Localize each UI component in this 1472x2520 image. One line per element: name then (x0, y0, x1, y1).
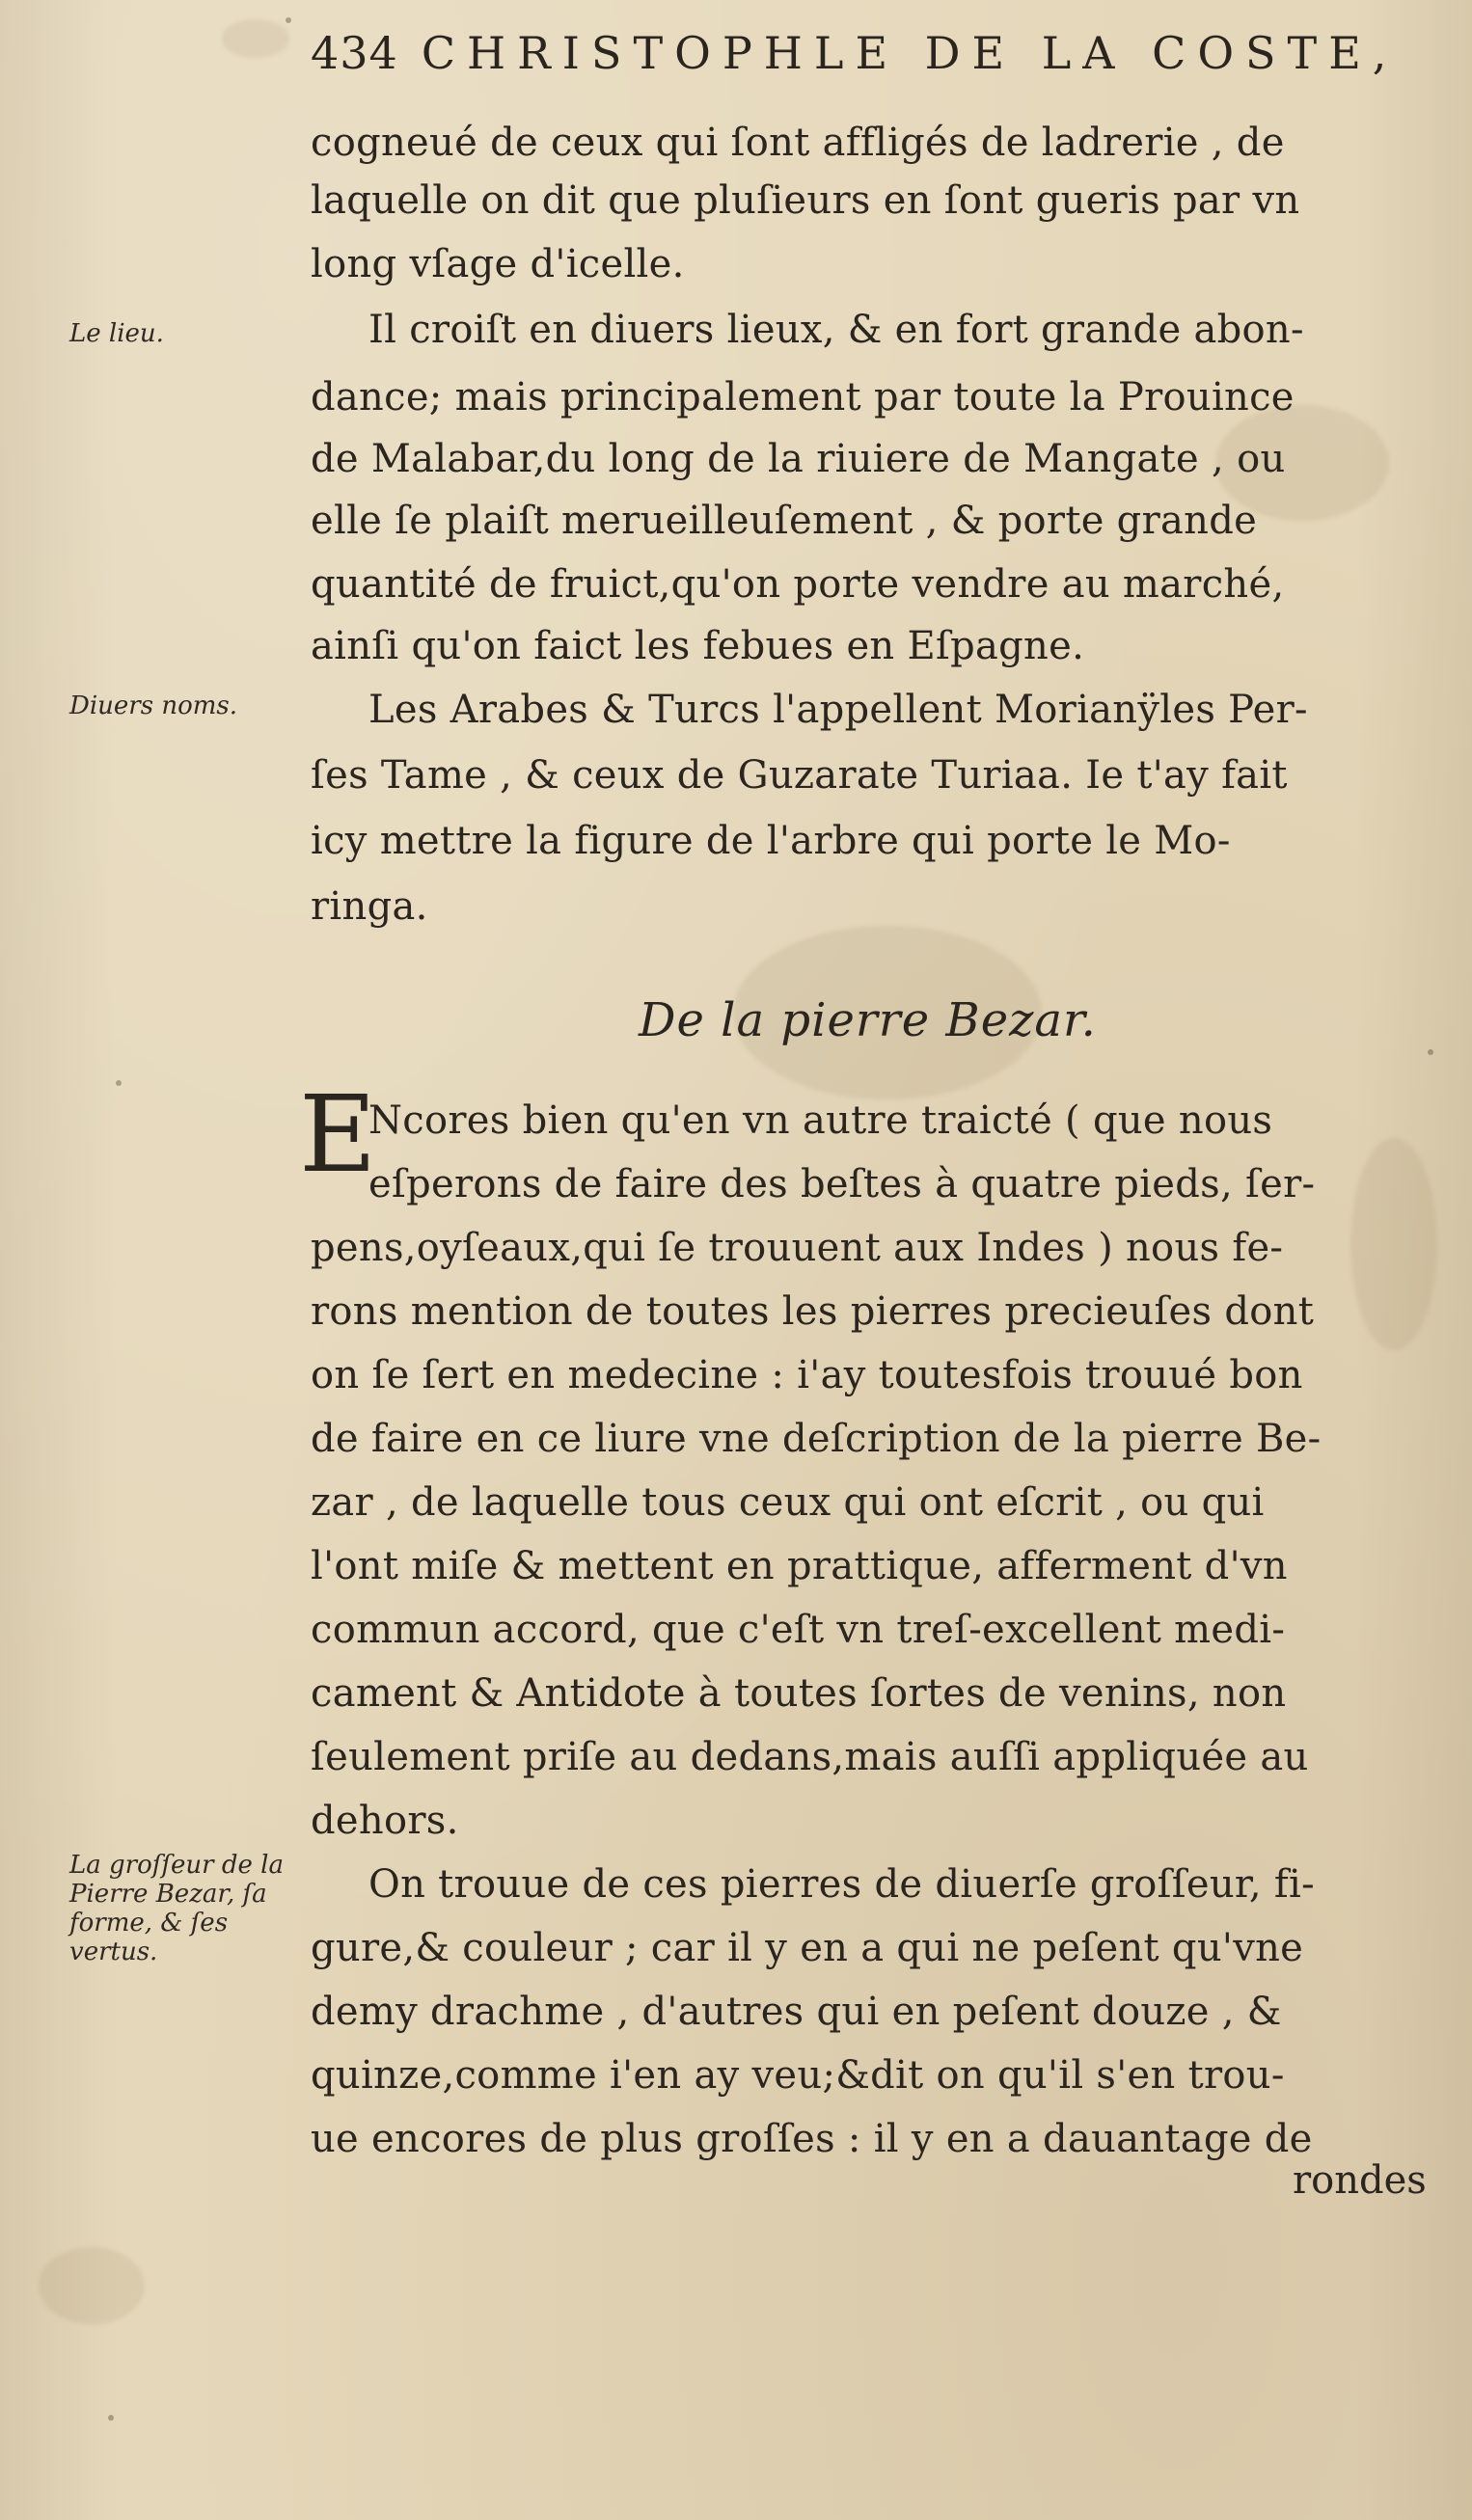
page-header (311, 27, 1420, 114)
text-line: demy drachme , d'autres qui en peſent douze , & (311, 1990, 1282, 2034)
text-line: rons mention de toutes les pierres precieuſes dont (311, 1289, 1315, 1334)
text-line: elle ſe plaiſt merueilleuſement , & porte grande (311, 499, 1258, 543)
page-stain (39, 2247, 145, 2324)
catchword: rondes (1293, 2158, 1427, 2203)
text-line: dance; mais principalement par toute la Prouince (311, 375, 1295, 420)
text-line: quinze,comme i'en ay veu;&dit on qu'il s'en trou- (311, 2053, 1285, 2098)
text-line: cament & Antidote à toutes ſortes de venins, non (311, 1671, 1287, 1716)
page-stain (222, 19, 289, 58)
text-line: Ncores bien qu'en vn autre traicté ( que nous (368, 1098, 1273, 1143)
text-line: on ſe ſert en medecine : i'ay toutesfois trouué bon (311, 1353, 1303, 1397)
text-line: Il croiſt en diuers lieux, & en fort grande abon- (368, 308, 1304, 352)
paper-speck (286, 17, 291, 23)
text-line: On trouue de ces pierres de diuerſe groſſeur, fi- (368, 1862, 1315, 1907)
margin-note-grosseur: La groſſeur de la Pierre Bezar, ſa forme, & ſes vertus. (69, 1851, 284, 1966)
text-line: de faire en ce liure vne deſcription de la pierre Be- (311, 1417, 1322, 1461)
text-line: ſeulement priſe au dedans,mais auſſi appliquée au (311, 1735, 1309, 1779)
text-line: cogneué de ceux qui ſont affligés de ladrerie , de (311, 121, 1285, 165)
text-line: pens,oyſeaux,qui ſe trouuent aux Indes ) nous fe- (311, 1226, 1284, 1270)
page-number: 434 (311, 27, 398, 79)
text-line: long vſage d'icelle. (311, 242, 685, 286)
text-line: ſes Tame , & ceux de Guzarate Turiaa. Ie t'ay fait (311, 753, 1288, 798)
paper-speck (116, 1080, 122, 1086)
text-line: ainſi qu'on faict les febues en Eſpagne. (311, 624, 1085, 668)
text-line: icy mettre la figure de l'arbre qui porte le Mo- (311, 819, 1231, 863)
margin-note-noms: Diuers noms. (69, 691, 237, 720)
running-title: CHRISTOPHLE DE LA COSTE, (421, 27, 1399, 79)
text-line: eſperons de faire des beſtes à quatre pieds, ſer- (368, 1162, 1316, 1206)
section-title: De la pierre Bezar. (639, 993, 1097, 1047)
drop-cap: E (299, 1072, 377, 1196)
margin-note-lieu: Le lieu. (69, 319, 164, 348)
text-line: l'ont miſe & mettent en prattique, afferment d'vn (311, 1544, 1288, 1588)
text-line: laquelle on dit que pluſieurs en ſont gueris par vn (311, 178, 1300, 223)
text-line: gure,& couleur ; car il y en a qui ne peſent qu'vne (311, 1926, 1304, 1970)
paper-speck (108, 2415, 114, 2421)
page-stain (1350, 1138, 1437, 1350)
text-line: quantité de fruict,qu'on porte vendre au marché, (311, 562, 1285, 607)
text-line: ringa. (311, 884, 428, 929)
text-line: commun accord, que c'eſt vn treſ-excellent medi- (311, 1608, 1286, 1652)
text-line: zar , de laquelle tous ceux qui ont eſcrit , ou qui (311, 1480, 1265, 1525)
text-line: ue encores de plus groſſes : il y en a dauantage de (311, 2117, 1313, 2161)
paper-speck (1428, 1049, 1433, 1055)
text-line: Les Arabes & Turcs l'appellent Morianÿles Per- (368, 688, 1308, 732)
text-line: de Malabar,du long de la riuiere de Mangate , ou (311, 437, 1286, 481)
text-line: dehors. (311, 1799, 459, 1843)
